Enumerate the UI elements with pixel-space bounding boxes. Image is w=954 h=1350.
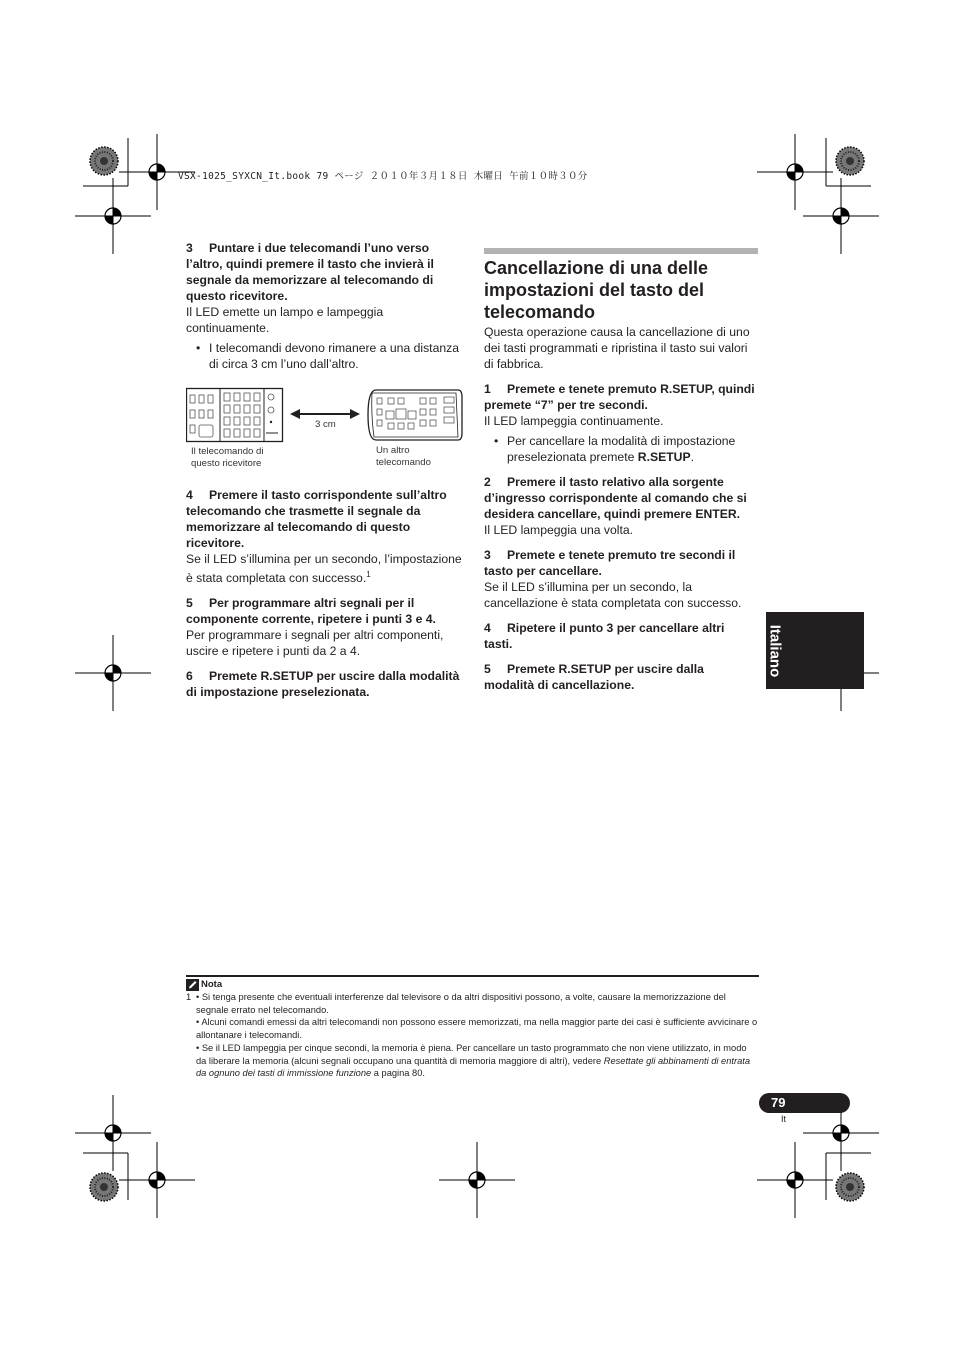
step-text: Per programmare altri segnali per il componente corrente, ripetere i punti 3 e 4. [186,596,436,627]
notes-body [186,991,759,1080]
erase-step-3-title [484,547,756,579]
step-number: 5 [484,662,491,676]
step-3-bullet [186,340,461,372]
erase-step-2-title [484,474,756,522]
step-3-title [186,240,461,304]
note-item [196,1016,759,1041]
page-number: 79 [771,1095,786,1110]
step-3-body: Il LED emette un lampo e lampeggia continuamente. [186,305,384,335]
step-number: 4 [186,488,193,502]
language-side-tab: Italiano [766,612,864,689]
step-text: Premere il tasto relativo alla sorgente d’ingresso corrispondente al comando che si desidera cancellare, quindi premere ENTER. [484,475,747,521]
caption-line: questo ricevitore [191,458,262,469]
section-title: Cancellazione di una delle impostazioni del tasto del telecomando [484,258,709,322]
note-bullet: • [196,1017,202,1028]
bullet-bold-text: R.SETUP [637,450,691,464]
step-number: 3 [186,241,193,255]
step-text: Premete R.SETUP per uscire dalla modalità di cancellazione. [484,662,704,692]
notes-heading-row [186,978,759,991]
note-item [196,1042,759,1080]
right-column [484,257,756,693]
step-number: 4 [484,621,491,635]
step-text: Ripetere il punto 3 per cancellare altri tasti. [484,621,725,651]
step-number: 3 [484,548,491,562]
caption-line: Il telecomando di [191,446,264,457]
notes-heading: Nota [201,979,223,990]
step-text: Puntare i due telecomandi l’uno verso l’altro, quindi premere il tasto che invierà il segnale da memorizzare al telecomando di questo ricevitore. [186,241,434,303]
note-number: 1 [186,992,192,1002]
remotes-figure [186,385,464,475]
step-4-title [186,487,464,551]
distance-label: 3 cm [315,419,336,430]
bullet-dot: • [494,434,499,448]
print-header: VSX-1025_SYXCN_It.book 79 ページ ２０１０年３月１８日 木曜日 午前１０時３０分 [178,171,588,182]
erase-step-5-title [484,661,756,693]
step-5-title [186,595,464,627]
step-number: 6 [186,669,193,684]
section-intro: Questa operazione causa la cancellazione di uno dei tasti programmati e ripristina il tasto sui valori di fabbrica. [484,325,750,371]
step-text: Premete R.SETUP per uscire dalla modalità di impostazione preselezionata. [186,669,460,700]
language-code: It [781,1114,787,1124]
left-column [186,240,461,372]
notes-section [186,978,759,1080]
erase-step-2-body: Il LED lampeggia una volta. [484,523,634,537]
left-column-lower [186,487,464,700]
bullet-dot: • [196,341,201,355]
step-5-body: Per programmare i segnali per altri componenti, uscire e ripetere i punti da 2 a 4. [186,628,444,659]
other-remote [368,390,462,440]
remotes-illustration [186,385,464,447]
bullet-end: . [690,450,694,464]
erase-step-3-body: Se il LED s’illumina per un secondo, la cancellazione è stata completata con successo. [484,580,742,610]
section-rule [484,248,758,254]
note-cross-reference: Resettate gli abbinamenti di entrata da ognuno dei tasti di immissione funzione [196,1055,750,1079]
body-text: Se il LED s’illumina per un secondo, l’impostazione è stata completata con successo. [186,552,462,586]
this-receiver-remote [187,389,283,442]
step-4-body [186,551,464,586]
distance-arrow [290,409,360,419]
caption-line: Un altro [376,445,410,456]
step-text: Premete e tenete premuto R.SETUP, quindi premete “7” per tre secondi. [484,382,755,412]
step-text: Premere il tasto corrispondente sull’altro telecomando che trasmette il segnale da memorizzare al telecomando di questo ricevitore. [186,488,447,550]
erase-step-1-bullet [484,433,756,465]
erase-step-1-title [484,381,756,413]
note-text: Alcuni comandi emessi da altri telecomandi non possono essere memorizzati, ma nella maggior parte dei casi è sufficiente avvicinare o allontanare i telecomandi. [196,1017,758,1041]
bullet-text: Per cancellare la modalità di impostazione preselezionata premete [507,434,736,464]
step-number: 2 [484,475,491,489]
note-text-suffix: a pagina 80. [371,1068,425,1079]
pencil-note-icon [186,979,199,991]
step-6-title [186,668,464,700]
note-item [196,991,759,1016]
page-number-badge [759,1093,850,1113]
note-bullet: • [196,992,202,1002]
note-bullet: • [196,1042,202,1053]
notes-rule [186,975,759,977]
step-number: 5 [186,596,193,611]
note-text: Si tenga presente che eventuali interferenze dal televisore o da altri dispositivi possono, a volte, causare la memorizzazione del segnale errato nel telecomando. [196,992,726,1015]
step-text: Premete e tenete premuto tre secondi il tasto per cancellare. [484,548,736,578]
step-number: 1 [484,382,491,396]
footnote-ref: 1 [366,570,371,579]
caption-this-receiver [191,446,264,470]
bullet-text: I telecomandi devono rimanere a una distanza di circa 3 cm l’uno dall’altro. [209,341,459,371]
note-text: Se il LED lampeggia per cinque secondi, la memoria è piena. Per cancellare un tasto programmato che non viene utilizzato, in modo da liberare la memoria (alcuni segnali occupano una quantità di memoria maggiore di altri), vedere [196,1042,747,1066]
caption-other-remote [376,445,431,469]
erase-step-4-title [484,620,756,652]
caption-line: telecomando [376,457,431,468]
erase-step-1-body: Il LED lampeggia continuamente. [484,414,664,428]
